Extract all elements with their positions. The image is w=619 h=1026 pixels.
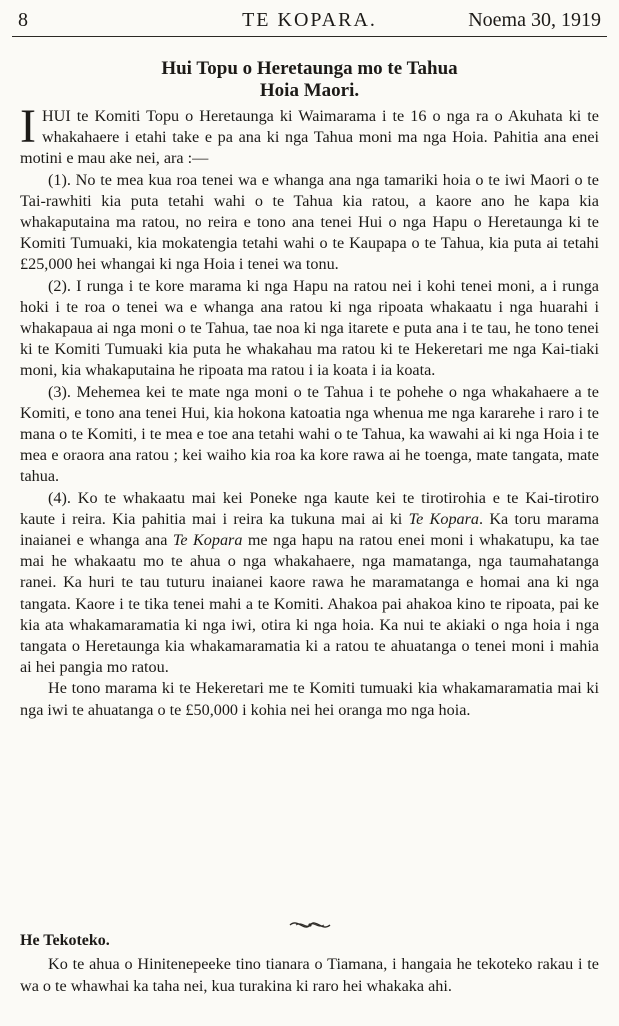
motion-4-text-a: (4). Ko te whakaatu mai kei Poneke nga kaute kei te tirotirohia e te Kai-tirotiro kaute i reira. Kia pahitia mai i reira ka tukuna mai ai ki	[20, 488, 599, 528]
motion-4-text-c: me nga hapu na ratou enei moni i whakatupu, ka tae mai he whakaatu mo te ahua o nga whakahaere, nga mamatanga, nga taumahatanga ranei. Ka huri te tau tuturu inaianei kaore rawa he maramatanga e homai ana ki nga tangata. Kaore i te tika tenei mahi a te Komiti. Ahakoa pai ahakoa kino te ripoata, pai ke kia ata whakamaramatia ki nga iwi, otira ki nga hoia. Ka nui te akiaki o nga hoia i nga tangata o Heretaunga kia whakamaramatia ki a ratou te ahuatanga o tenei moni i mahia ai hei pangia mo ratou.	[20, 531, 600, 677]
closing-request: He tono marama ki te Hekeretari me te Komiti tumuaki kia whakamaramatia mai ki nga iwi te ahuatanga o te £50,000 i kohia nei hei oranga mo nga hoia.	[20, 679, 599, 719]
motion-4-text-b: . Ka toru marama inaianei e whanga ana	[20, 509, 599, 550]
motion-4	[20, 488, 599, 679]
paper-name-2: Te Kopara	[172, 531, 243, 550]
headline-line-1: Hui Topu o Heretaunga mo te Tahua	[161, 58, 458, 79]
intro-text: HUI te Komiti Topu o Heretaunga ki Waimarama i te 16 o nga ra o Akuhata ki te whakahaere i etahi take e pa ana ki nga Tahua moni ma nga Hoia. Pahitia ana enei motini e mau ake nei, ara :—	[20, 107, 599, 168]
motion-1: (1). No te mea kua roa tenei wa e whanga ana nga tamariki hoia o te iwi Maori o te Tai-rawhiti kia puta tetahi wahi o te Tahua kia ratou, a kaore ano he kapa kia whakaputaina ma ratou, no reira e tono ana tenei Hui o nga Hapu o Heretaunga ki te Komiti Tumuaki, kia mokatengia tetahi wahi o te Kaupapa o te Tahua, kia puta ai tetahi £25,000 hei whangai ki nga Hoia i tenei wa tonu.	[20, 170, 599, 274]
intro-paragraph	[20, 100, 599, 170]
section-paragraph: Ko te ahua o Hinitenepeeke tino tianara o Tiamana, i hangaia he tekoteko rakau i te wa o te whawhai ka taha nei, kua turakina ki raro hei whakaka ahi.	[20, 955, 599, 995]
masthead: TE KOPARA.	[242, 9, 377, 31]
section-body	[20, 954, 599, 997]
motion-3: (3). Mehemea kei te mate nga moni o te Tahua i te pohehe o nga whakahaere a te Komiti, e tono ana tenei Hui, kia hokona katoatia nga whenua me nga kararehe i raro i te mana o te Komiti, i te mea e toe ana tetahi wahi o te Tahua, ka wawahi ai ki nga Hoia i te mea e oraora ana ratou ; kei waiho kia roa ka kore rawa ai he toenga, mate tangata, mate tahua.	[20, 382, 599, 486]
paper-name-1: Te Kopara	[408, 509, 480, 528]
page-header	[18, 6, 601, 34]
motion-2: (2). I runga i te kore marama ki nga Hapu na ratou nei i kohi tenei moni, a i runga hoki i te roa o tenei wa e whanga ana ratou ki nga ripoata whakaatu i nga huarahi i whakapaua ai nga moni o te Tahua, tae noa ki nga itarete e puta ana i te tau, he tono tenei ki te Komiti Tumuaki kia puta he whakahau ma ratou ki te Hekeretari me nga Kai-tiaki moni, kia whakaputaina he ripoata ma ratou i ia koata i ia koata.	[20, 276, 599, 380]
header-rule	[12, 36, 607, 37]
article-body	[20, 100, 600, 721]
page-number: 8	[18, 9, 28, 31]
article-headline	[20, 58, 599, 102]
issue-date: Noema 30, 1919	[468, 9, 601, 31]
drop-cap: I	[20, 100, 36, 153]
section-heading: He Tekoteko.	[20, 932, 110, 949]
headline-line-2: Hoia Maori.	[259, 80, 360, 101]
